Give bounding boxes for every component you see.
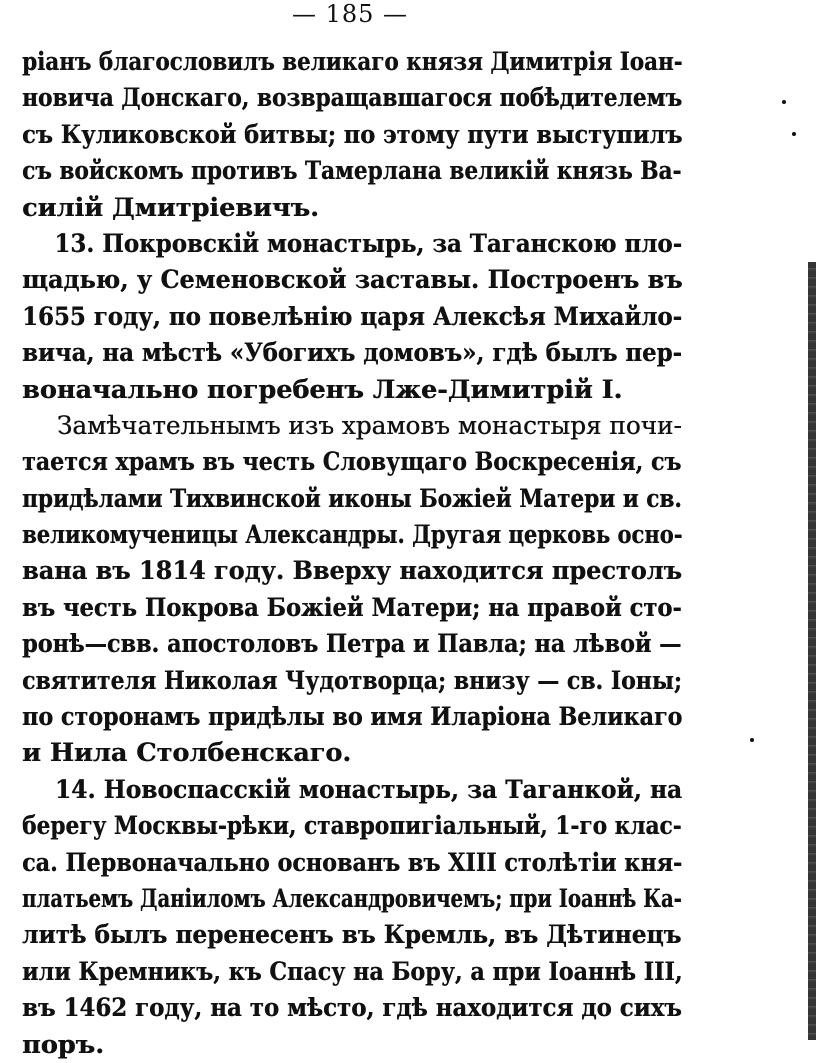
text-line: или Кремникъ, къ Спасу на Бору, а при Іоаннѣ III, (22, 956, 683, 987)
text-line: съ войскомъ противъ Тамерлана великій князь Ва- (22, 156, 682, 187)
text-line: литѣ былъ перенесенъ въ Кремль, въ Дѣтинецъ (22, 920, 682, 951)
text-line: поръ. (22, 1029, 104, 1060)
text-line: Замѣчательнымъ изъ храмовъ монастыря почи- (56, 410, 682, 441)
text-line: са. Первоначально основанъ въ XIII столѣтіи кня- (22, 847, 683, 878)
text-line: ронѣ—свв. апостоловъ Петра и Павла; на лѣвой — (22, 629, 682, 660)
binding-strip (808, 262, 816, 1040)
text-line: 1655 году, по повелѣнію царя Алексѣя Михайло- (22, 301, 683, 332)
text-line: 13. Покровскій монастырь, за Таганскою пло- (54, 228, 683, 259)
binding-edge (800, 262, 822, 1040)
text-line: съ Куликовской битвы; по этому пути выступилъ (22, 119, 683, 150)
text-line: въ честь Покрова Божіей Матери; на правой сто- (22, 592, 682, 623)
margin-speck (750, 738, 754, 742)
text-line: платьемъ Даніиломъ Александровичемъ; при Іоаннѣ Ка- (22, 883, 682, 914)
text-line: въ 1462 году, на то мѣсто, гдѣ находится до сихъ (22, 993, 682, 1024)
text-line: вича, на мѣстѣ «Убогихъ домовъ», гдѣ былъ пер- (22, 338, 682, 369)
paragraph (22, 408, 682, 772)
text-line: и Нила Столбенскаго. (22, 738, 352, 769)
paragraph (22, 44, 682, 226)
text-line: силій Дмитріевичъ. (22, 192, 319, 223)
margin-speck (792, 132, 796, 136)
text-line: тается храмъ въ честь Словущаго Воскресенія, съ (22, 447, 682, 478)
text-line: по сторонамъ придѣлы во имя Иларіона Великаго (22, 702, 683, 733)
text-line: вана въ 1814 году. Вверху находится престолъ (22, 556, 682, 587)
text-line: ріанъ благословилъ великаго князя Димитрія Іоан- (22, 47, 683, 77)
page-number: — 185 — (291, 0, 409, 28)
text-line: новича Донскаго, возвращавшагося побѣдителемъ (22, 83, 683, 114)
text-line: великомученицы Александры. Другая церковь осно- (22, 520, 683, 551)
paragraph (22, 226, 682, 408)
text-line: святителя Николая Чудотворца; внизу — св. Іоны; (22, 665, 682, 696)
text-line: 14. Новоспасскій монастырь, за Таганкой, на (54, 774, 683, 805)
text-line: придѣлами Тихвинской иконы Божіей Матери и св. (22, 483, 682, 514)
paragraph (22, 772, 682, 1063)
body-text (22, 44, 682, 1063)
margin-speck (782, 100, 786, 104)
text-line: берегу Москвы-рѣки, ставропигіальный, 1-го клас- (22, 811, 682, 842)
text-line: щадью, у Семеновской заставы. Построенъ въ (22, 265, 683, 296)
text-line: воначально погребенъ Лже-Димитрій I. (22, 374, 623, 405)
